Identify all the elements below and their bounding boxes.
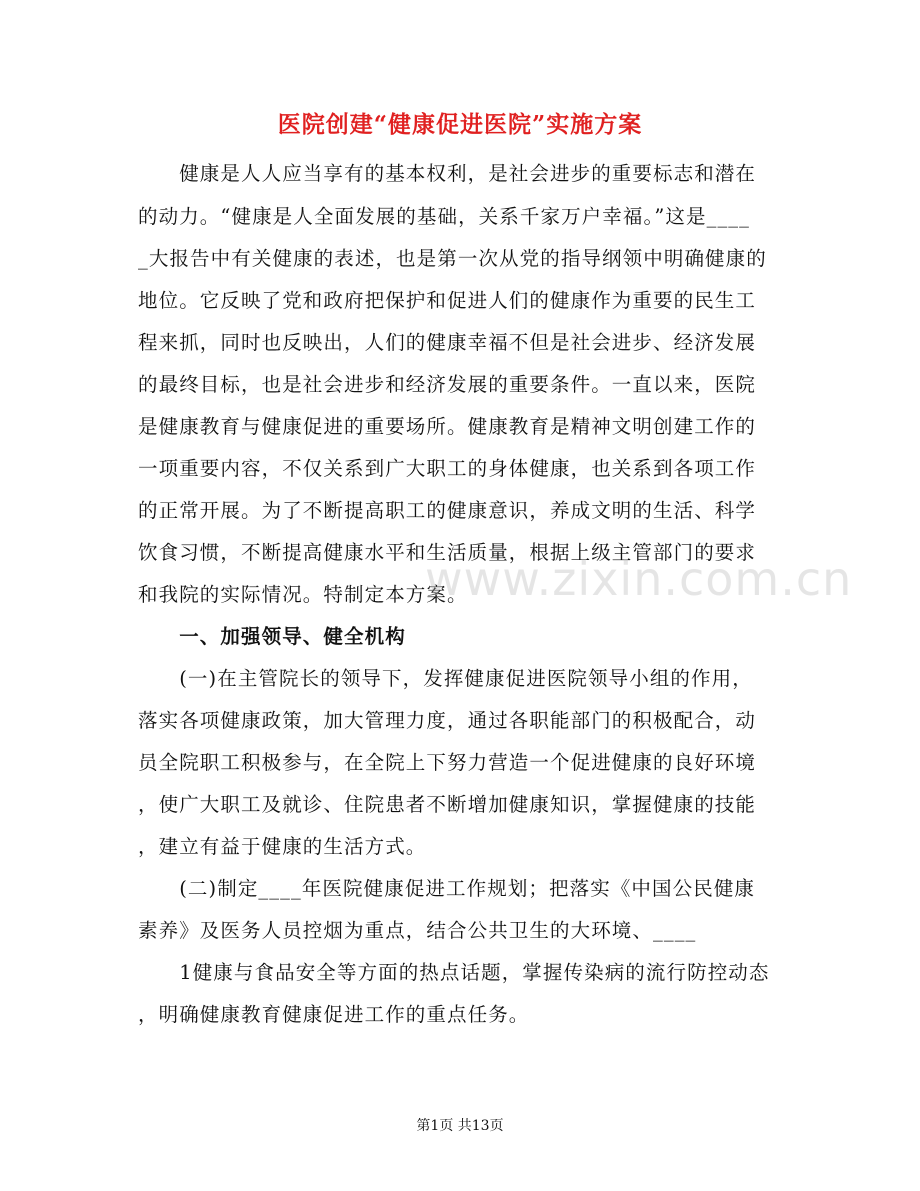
body-line: ，明确健康教育健康促进工作的重点任务。: [138, 1003, 530, 1026]
body-line: 健康是人人应当享有的基本权利，是社会进步的重要标志和潜在: [138, 162, 757, 185]
body-line: 的正常开展。为了不断提高职工的健康意识，养成文明的生活、科学: [138, 499, 757, 522]
body-line: 一项重要内容，不仅关系到广大职工的身体健康，也关系到各项工作: [138, 457, 757, 480]
watermark: www.zixin.com.cn: [425, 552, 853, 606]
body-line: 和我院的实际情况。特制定本方案。: [138, 583, 468, 606]
body-line: 是健康教育与健康促进的重要场所。健康教育是精神文明创建工作的: [138, 415, 757, 438]
body-line: (一)在主管院长的领导下，发挥健康促进医院领导小组的作用，: [138, 667, 753, 690]
body-line: ，使广大职工及就诊、住院患者不断增加健康知识，掌握健康的技能: [138, 793, 757, 816]
body-line: 落实各项健康政策，加大管理力度，通过各职能部门的积极配合，动: [138, 709, 757, 732]
body-line: ，建立有益于健康的生活方式。: [138, 835, 427, 858]
body-line: (二)制定____年医院健康促进工作规划；把落实《中国公民健康: [138, 877, 756, 900]
body-line: 1健康与食品安全等方面的热点话题，掌握传染病的流行防控动态: [138, 961, 770, 984]
body-line: _大报告中有关健康的表述，也是第一次从党的指导纲领中明确健康的: [138, 247, 767, 270]
body-line: 素养》及医务人员控烟为重点，结合公共卫生的大环境、____: [138, 919, 697, 942]
body-line: 程来抓，同时也反映出，人们的健康幸福不但是社会进步、经济发展: [138, 331, 757, 354]
section-heading: 一、加强领导、健全机构: [138, 625, 406, 648]
body-line: 的最终目标，也是社会进步和经济发展的重要条件。一直以来，医院: [138, 373, 757, 396]
page-footer: 第1页 共13页: [416, 1118, 504, 1134]
body-line: 的动力。“健康是人全面发展的基础，关系千家万户幸福。”这是____: [138, 205, 750, 228]
body-line: 地位。它反映了党和政府把保护和促进人们的健康作为重要的民生工: [138, 289, 757, 312]
body-line: 饮食习惯，不断提高健康水平和生活质量，根据上级主管部门的要求: [138, 541, 757, 564]
body-line: 员全院职工积极参与，在全院上下努力营造一个促进健康的良好环境: [138, 751, 757, 774]
document-title: 医院创建“健康促进医院”实施方案: [277, 111, 643, 138]
